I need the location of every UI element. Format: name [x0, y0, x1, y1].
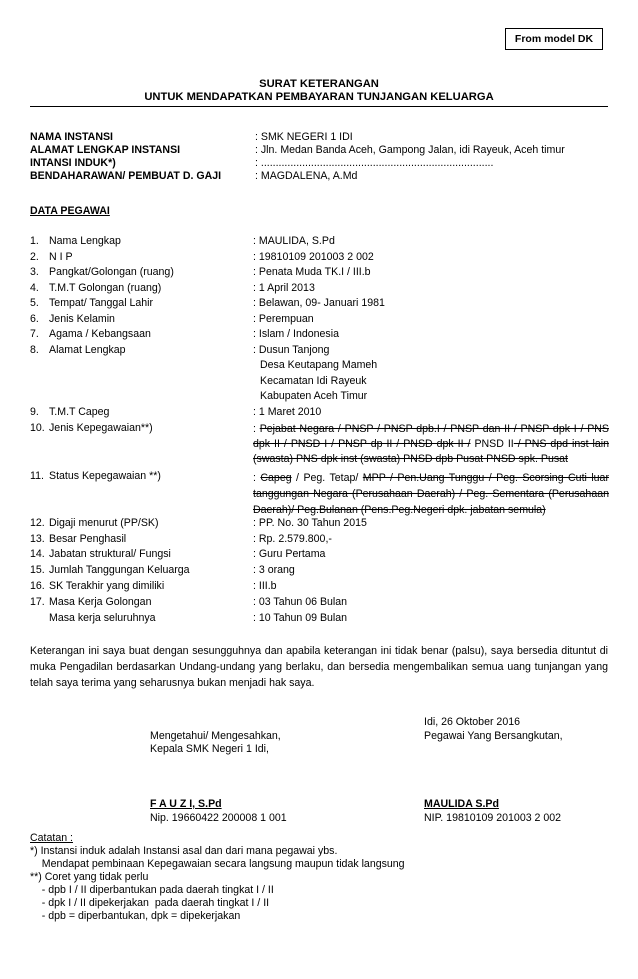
item-value: : Belawan, 09- Januari 1981 [253, 297, 385, 309]
principal-name: F A U Z I, S.Pd [150, 798, 222, 810]
item-label: Tempat/ Tanggal Lahir [49, 297, 154, 309]
struck-options: MPP / Pen.Uang Tunggu / Peg. Scorsing Cuti luar tanggungan Negara (Perusahaan Daerah) / Peg. Sementara (Perusahaan Daerah)/ Peg.Bulanan (Pens.Peg.Negeri dpk. jabatan semula) [253, 472, 609, 516]
item-number: 9. [30, 406, 39, 418]
header-label: INTANSI INDUK*) [30, 157, 116, 169]
colon: : [253, 423, 260, 435]
header-label: BENDAHARAWAN/ PEMBUAT D. GAJI [30, 170, 222, 182]
document-title: SURAT KETERANGAN [259, 78, 379, 90]
item-value: : Dusun Tanjong [253, 344, 330, 356]
item-value: : 10 Tahun 09 Bulan [253, 612, 348, 624]
item-number: 15. [30, 564, 45, 576]
notes-title: Catatan : [30, 832, 73, 844]
item-value: : Rp. 2.579.800,- [253, 533, 332, 545]
item-number: 4. [30, 282, 39, 294]
item-value: : 03 Tahun 06 Bulan [253, 596, 348, 608]
approval-line: Mengetahui/ Mengesahkan, [150, 730, 281, 742]
model-label: From model DK [505, 28, 603, 50]
note-line: - dpk I / II dipekerjakan pada daerah tingkat I / II [30, 897, 270, 909]
item-value: : Penata Muda TK.I / III.b [253, 266, 371, 278]
item-value: : 19810109 201003 2 002 [253, 251, 374, 263]
item-value: : Guru Pertama [253, 548, 326, 560]
struck-options: / PNS dpd inst lain (swasta) PNS dpk inst (swasta) PNSD dpb Pusat PNSD spk. Pusat [253, 438, 609, 465]
item-number: 7. [30, 328, 39, 340]
item-value: : III.b [253, 580, 277, 592]
item-label: N I P [49, 251, 73, 263]
item-label: Pangkat/Golongan (ruang) [49, 266, 174, 278]
item-number: 17. [30, 596, 45, 608]
address-line: Kabupaten Aceh Timur [260, 390, 368, 402]
header-value: : ............................................................................... [255, 157, 494, 169]
item-label: Alamat Lengkap [49, 344, 126, 356]
item-value: : 3 orang [253, 564, 295, 576]
note-line: **) Coret yang tidak perlu [30, 871, 149, 883]
header-label: NAMA INSTANSI [30, 131, 113, 143]
item-value: : 1 April 2013 [253, 282, 315, 294]
struck-options: Pejabat Negara / PNSP / PNSP dpb.I / PNSP dan II / PNSP dpk I / PNS dpk II / PNSD I / PNSP dp II / PNSD dpk II / [253, 423, 609, 450]
document-subtitle: UNTUK MENDAPATKAN PEMBAYARAN TUNJANGAN KELUARGA [144, 91, 494, 103]
item-label: Masa kerja seluruhnya [49, 612, 156, 624]
item-number: 3. [30, 266, 39, 278]
item-value: : MAULIDA, S.Pd [253, 235, 335, 247]
item-label: Jumlah Tanggungan Keluarga [49, 564, 190, 576]
note-line: *) Instansi induk adalah Instansi asal dan dari mana pegawai ybs. [30, 845, 338, 857]
item-number: 6. [30, 313, 39, 325]
item-number: 2. [30, 251, 39, 263]
item-value: : 1 Maret 2010 [253, 406, 322, 418]
item-value: : Perempuan [253, 313, 314, 325]
item-value: : Islam / Indonesia [253, 328, 339, 340]
header-label: ALAMAT LENGKAP INSTANSI [30, 144, 181, 156]
item-label: Jenis Kepegawaian**) [49, 422, 153, 434]
header-value: : MAGDALENA, A.Md [255, 170, 358, 182]
employee-nip: NIP. 19810109 201003 2 002 [424, 812, 562, 824]
header-value: : SMK NEGERI 1 IDI [255, 131, 353, 143]
employment-status-value [253, 470, 609, 518]
item-label: Jabatan struktural/ Fungsi [49, 548, 171, 560]
note-line: - dpb = diperbantukan, dpk = dipekerjakan [30, 910, 241, 922]
item-label: Masa Kerja Golongan [49, 596, 152, 608]
item-number: 10. [30, 422, 45, 434]
note-line: Mendapat pembinaan Kepegawaian secara langsung maupun tidak langsung [30, 858, 405, 870]
item-label: Nama Lengkap [49, 235, 121, 247]
employee-title: Pegawai Yang Bersangkutan, [424, 730, 563, 742]
principal-nip: Nip. 19660422 200008 1 001 [150, 812, 287, 824]
item-label: Digaji menurut (PP/SK) [49, 517, 159, 529]
item-label: T.M.T Golongan (ruang) [49, 282, 162, 294]
address-line: Kecamatan Idi Rayeuk [260, 375, 367, 387]
selected-option: / Peg. Tetap/ [291, 472, 363, 484]
section-title: DATA PEGAWAI [30, 205, 110, 217]
item-number: 14. [30, 548, 45, 560]
header-value: : Jln. Medan Banda Aceh, Gampong Jalan, idi Rayeuk, Aceh timur [255, 144, 565, 156]
employment-type-value [253, 422, 609, 467]
item-label: Status Kepegawaian **) [49, 470, 161, 482]
item-number: 1. [30, 235, 39, 247]
note-line: - dpb I / II diperbantukan pada daerah tingkat I / II [30, 884, 274, 896]
item-number: 13. [30, 533, 45, 545]
item-number: 12. [30, 517, 45, 529]
item-label: T.M.T Capeg [49, 406, 110, 418]
item-label: SK Terakhir yang dimiliki [49, 580, 165, 592]
item-label: Agama / Kebangsaan [49, 328, 151, 340]
place-date: Idi, 26 Oktober 2016 [424, 716, 520, 728]
item-number: 8. [30, 344, 39, 356]
item-number: 5. [30, 297, 39, 309]
item-label: Jenis Kelamin [49, 313, 115, 325]
item-value: : PP. No. 30 Tahun 2015 [253, 517, 367, 529]
item-number: 11. [30, 470, 44, 482]
item-label: Besar Penghasil [49, 533, 127, 545]
address-line: Desa Keutapang Mameh [260, 359, 378, 371]
statement-paragraph: Keterangan ini saya buat dengan sesungguhnya dan apabila keterangan ini tidak benar (palsu), saya bersedia dituntut di muka Pengadilan berdasarkan Undang-undang yang berlaku, dan bersedia mengembalikan semua uang tunjangan yang telah saya terima yang seharusnya bukan menjadi hak saya. [30, 645, 608, 689]
item-number: 16. [30, 580, 45, 592]
employee-name: MAULIDA S.Pd [424, 798, 499, 810]
struck-options: Capeg [260, 472, 292, 484]
principal-title: Kepala SMK Negeri 1 Idi, [150, 743, 269, 755]
colon: : [253, 472, 261, 484]
selected-option: PNSD II [470, 438, 514, 450]
title-divider [30, 106, 608, 107]
